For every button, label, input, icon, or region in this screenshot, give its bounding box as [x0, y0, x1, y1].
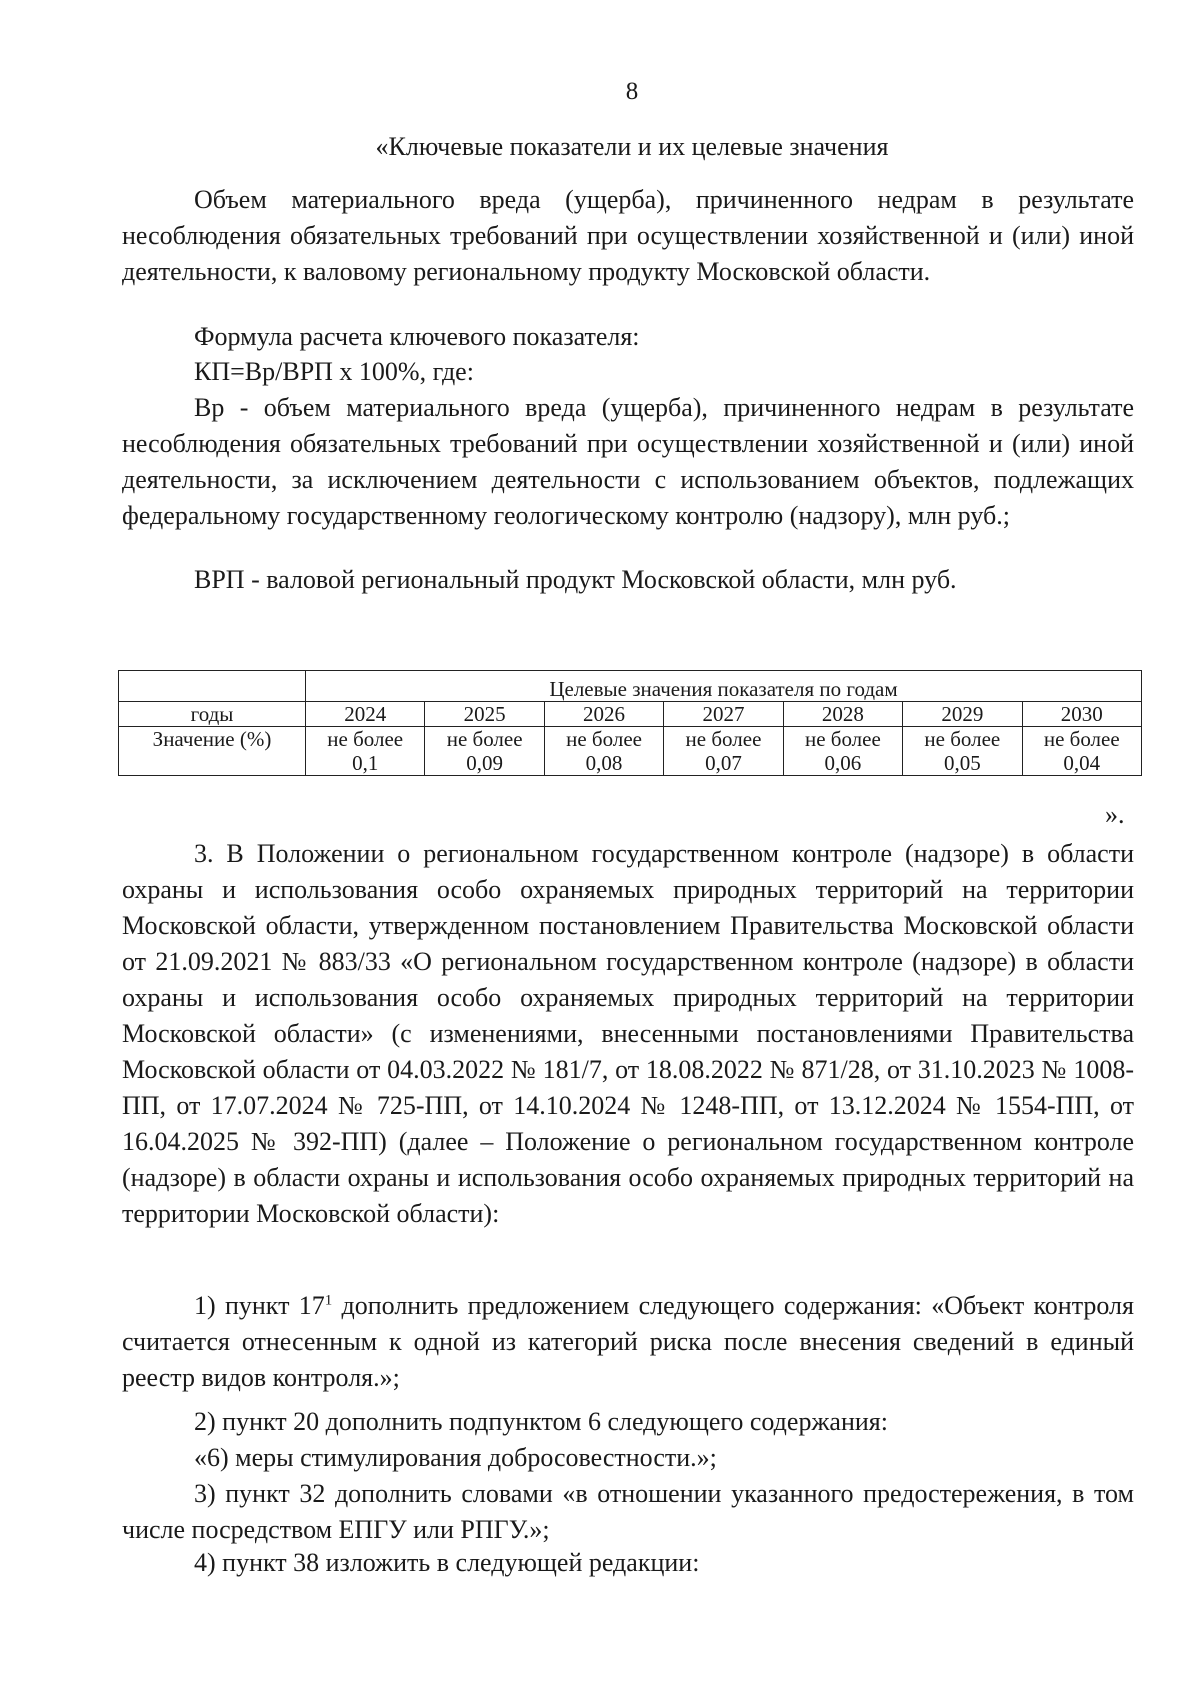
table-year-cell: 2024 [306, 702, 425, 727]
table-year-cell: 2025 [425, 702, 544, 727]
value-prefix: не более [566, 727, 642, 751]
target-values-table [118, 670, 1142, 776]
table-value-cell [664, 727, 783, 776]
table-year-cell: 2029 [903, 702, 1022, 727]
table-value-label: Значение (%) [119, 727, 306, 776]
table-years-label: годы [119, 702, 306, 727]
closing-quote: ». [1105, 800, 1125, 829]
value-number: 0,06 [824, 751, 862, 775]
item-3-paragraph: 3) пункт 32 дополнить словами «в отношении указанного предостережения, в том числе посредством ЕПГУ или РПГУ.»; [122, 1479, 1134, 1544]
table-group-header: Целевые значения показателя по годам [306, 671, 1142, 702]
value-number: 0,08 [585, 751, 623, 775]
table-value-cell [306, 727, 425, 776]
value-prefix: не более [446, 727, 523, 751]
table-year-cell: 2028 [783, 702, 902, 727]
table-values-row [119, 727, 1142, 776]
item-1-rest: дополнить предложением следующего содержания: «Объект контроля считается отнесенным к одной из категорий риска после внесения сведений в единый реестр видов контроля.»; [122, 1291, 1134, 1392]
target-values-table-wrap [118, 670, 1142, 776]
section-heading: «Ключевые показатели и их целевые значения [375, 132, 889, 161]
table-corner-cell [119, 671, 306, 702]
vrp-definition: ВРП - валовой региональный продукт Московской области, млн руб. [194, 565, 957, 594]
table-value-cell [425, 727, 544, 776]
table-year-cell: 2026 [544, 702, 663, 727]
value-number: 0,05 [943, 751, 981, 775]
item-2-quote: «6) меры стимулирования добросовестности.»; [194, 1443, 717, 1472]
item-4: 4) пункт 38 изложить в следующей редакции: [194, 1548, 700, 1577]
table-value-cell [1022, 727, 1141, 776]
value-prefix: не более [685, 727, 762, 751]
value-prefix: не более [327, 727, 404, 751]
item-1-superscript: 1 [324, 1292, 333, 1309]
table-value-cell [903, 727, 1022, 776]
value-number: 0,09 [466, 751, 503, 775]
vr-definition-paragraph: Вр - объем материального вреда (ущерба), причиненного недрам в результате несоблюдения обязательных требований при осуществлении хозяйственной и (или) иной деятельности, за исключением деятельности с использованием объектов, подлежащих федеральному государственному геологическому контролю (надзору), млн руб.; [122, 393, 1134, 530]
table-group-header-row [119, 671, 1142, 702]
value-number: 0,04 [1063, 751, 1101, 775]
indicator-name-paragraph: Объем материального вреда (ущерба), причиненного недрам в результате несоблюдения обязательных требований при осуществлении хозяйственной и (или) иной деятельности, к валовому региональному продукту Московской области. [122, 185, 1134, 286]
formula: КП=Вр/ВРП х 100%, где: [194, 357, 474, 386]
value-number: 0,1 [352, 751, 379, 775]
table-year-cell: 2027 [664, 702, 783, 727]
value-number: 0,07 [705, 751, 742, 775]
item-2: 2) пункт 20 дополнить подпунктом 6 следующего содержания: [194, 1407, 888, 1436]
value-prefix: не более [804, 727, 881, 751]
value-prefix: не более [924, 727, 1001, 751]
table-year-cell: 2030 [1022, 702, 1141, 727]
table-value-cell [544, 727, 663, 776]
table-years-row [119, 702, 1142, 727]
value-prefix: не более [1043, 727, 1120, 751]
table-value-cell [783, 727, 902, 776]
item-1-paragraph [122, 1288, 1134, 1396]
paragraph-3: 3. В Положении о региональном государственном контроле (надзоре) в области охраны и использования особо охраняемых природных территорий на территории Московской области, утвержденном постановлением Правительства Московской области от 21.09.2021 № 883/33 «О региональном государственном контроле (надзоре) в области охраны и использования особо охраняемых природных территорий на территории Московской области» (с изменениями, внесенными постановлениями Правительства Московской области от 04.03.2022 № 181/7, от 18.08.2022 № 871/28, от 31.10.2023 № 1008-ПП, от 17.07.2024 № 725-ПП, от 14.10.2024 № 1248-ПП, от 13.12.2024 № 1554-ПП, от 16.04.2025 № 392-ПП) (далее – Положение о региональном государственном контроле (надзоре) в области охраны и использования особо охраняемых природных территорий на территории Московской области): [122, 839, 1134, 1228]
formula-label: Формула расчета ключевого показателя: [194, 322, 640, 351]
item-1-lead: 1) пункт 17 [194, 1291, 325, 1320]
page-number: 8 [625, 78, 639, 105]
